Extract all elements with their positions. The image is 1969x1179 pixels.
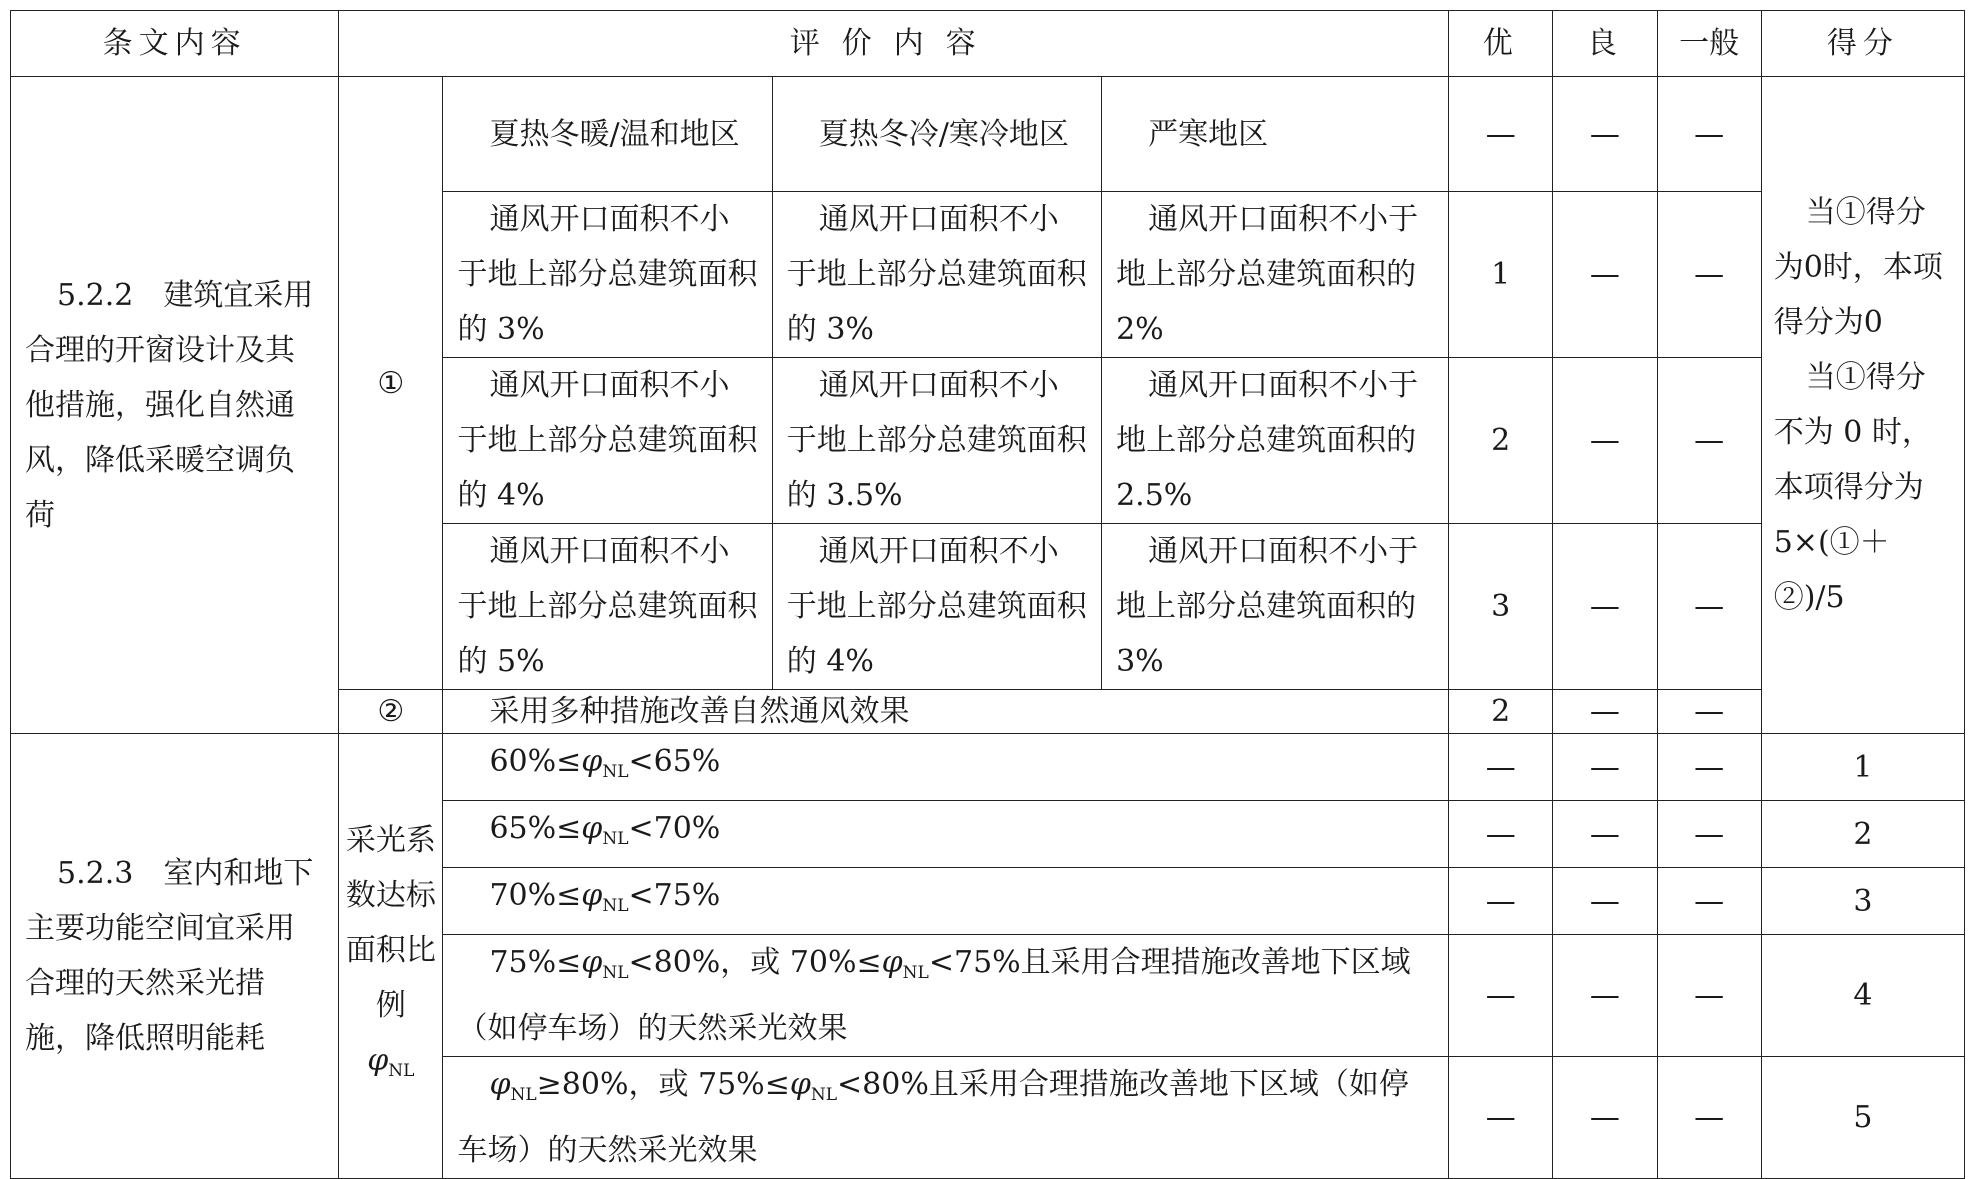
daylight-condition [443, 1057, 1449, 1179]
clause-522-item1-mark: ① [339, 77, 443, 690]
phi-symbol: φ [881, 945, 903, 980]
daylight-condition [443, 801, 1449, 868]
ventilation-req: 通风开口面积不小于地上部分总建筑面积的 3% [443, 192, 772, 358]
daylight-ratio-label: 采光系数达标面积比例 [345, 823, 436, 1023]
evaluation-table [10, 10, 1965, 1179]
condition-text: 65%≤ [489, 811, 582, 846]
condition-text: 60%≤ [489, 744, 582, 779]
cell-dash: — [1449, 734, 1553, 801]
cell-dash: — [1657, 690, 1761, 734]
phi-subscript: NL [810, 1085, 838, 1105]
score-value: 4 [1761, 935, 1964, 1057]
cell-dash: — [1657, 801, 1761, 868]
condition-text: <70% [628, 811, 721, 846]
ventilation-req: 通风开口面积不小于地上部分总建筑面积的 3.5% [772, 358, 1101, 524]
daylight-condition [443, 734, 1449, 801]
phi-symbol: φ [489, 1067, 511, 1102]
score-value: 2 [1761, 801, 1964, 868]
phi-subscript: NL [510, 1085, 537, 1105]
ventilation-req: 通风开口面积不小于地上部分总建筑面积的 2% [1102, 192, 1449, 358]
cell-dash: — [1553, 801, 1657, 868]
phi-subscript: NL [902, 963, 929, 983]
header-good: 良 [1553, 11, 1657, 77]
daylight-condition [443, 868, 1449, 935]
phi-subscript: NL [602, 963, 629, 983]
clause-522-score-rule [1761, 77, 1964, 734]
phi-symbol: φ [581, 878, 603, 913]
cell-dash: — [1657, 524, 1761, 690]
header-general: 一般 [1657, 11, 1761, 77]
table-row [11, 734, 1965, 801]
zone-hot-summer-cold-winter: 夏热冬冷/寒冷地区 [772, 77, 1101, 192]
table-row [11, 77, 1965, 192]
phi-symbol: φ [581, 744, 603, 779]
ventilation-req: 通风开口面积不小于地上部分总建筑面积的 2.5% [1102, 358, 1449, 524]
cell-dash: — [1449, 935, 1553, 1057]
phi-symbol: φ [581, 811, 603, 846]
condition-text: ≥80%，或 75%≤ [536, 1067, 790, 1102]
ventilation-req: 通风开口面积不小于地上部分总建筑面积的 3% [772, 192, 1101, 358]
ventilation-req: 通风开口面积不小于地上部分总建筑面积的 5% [443, 524, 772, 690]
cell-dash: — [1553, 734, 1657, 801]
score-value: 1 [1761, 734, 1964, 801]
cell-dash: — [1657, 358, 1761, 524]
cell-dash: — [1553, 935, 1657, 1057]
clause-523-label [339, 734, 443, 1179]
phi-symbol: φ [367, 1043, 389, 1078]
header-excellent: 优 [1449, 11, 1553, 77]
clause-523-text: 5.2.3 室内和地下主要功能空间宜采用合理的天然采光措施，降低照明能耗 [11, 734, 339, 1179]
cell-dash: — [1449, 868, 1553, 935]
phi-subscript: NL [602, 762, 629, 782]
cell-dash: — [1657, 77, 1761, 192]
cell-dash: — [1553, 1057, 1657, 1179]
phi-symbol: φ [789, 1067, 811, 1102]
ventilation-req: 通风开口面积不小于地上部分总建筑面积的 3% [1102, 524, 1449, 690]
score-rule-2: 当①得分不为 0 时，本项得分为 5×(①＋②)/5 [1773, 360, 1932, 615]
cell-dash: — [1553, 358, 1657, 524]
header-evaluation: 评价内容 [339, 11, 1449, 77]
excellent-score: 1 [1449, 192, 1553, 358]
score-rule-1: 当①得分为0时，本项得分为0 [1773, 195, 1943, 340]
ventilation-req: 通风开口面积不小于地上部分总建筑面积的 4% [772, 524, 1101, 690]
condition-text: 75%≤ [489, 945, 582, 980]
clause-522-item2-mark: ② [339, 690, 443, 734]
cell-dash: — [1657, 1057, 1761, 1179]
cell-dash: — [1553, 690, 1657, 734]
cell-dash: — [1657, 935, 1761, 1057]
cell-dash: — [1553, 192, 1657, 358]
cell-dash: — [1449, 77, 1553, 192]
excellent-score: 2 [1449, 690, 1553, 734]
condition-text: <80%，或 70%≤ [628, 945, 882, 980]
cell-dash: — [1449, 801, 1553, 868]
score-value: 3 [1761, 868, 1964, 935]
cell-dash: — [1657, 192, 1761, 358]
zone-hot-summer-warm-winter: 夏热冬暖/温和地区 [443, 77, 772, 192]
header-row [11, 11, 1965, 77]
cell-dash: — [1553, 77, 1657, 192]
phi-subscript: NL [602, 829, 629, 849]
score-value: 5 [1761, 1057, 1964, 1179]
condition-text: <75% [628, 878, 721, 913]
phi-subscript: NL [388, 1061, 415, 1081]
cell-dash: — [1553, 524, 1657, 690]
phi-subscript: NL [602, 896, 629, 916]
cell-dash: — [1553, 868, 1657, 935]
ventilation-req: 通风开口面积不小于地上部分总建筑面积的 4% [443, 358, 772, 524]
condition-text: <65% [628, 744, 721, 779]
clause-522-item2-text: 采用多种措施改善自然通风效果 [443, 690, 1449, 734]
cell-dash: — [1657, 734, 1761, 801]
condition-text: <80%且采用合理措施改善地下区域（如停车场）的天然采光效果 [457, 1067, 1409, 1168]
phi-symbol: φ [581, 945, 603, 980]
condition-text: 70%≤ [489, 878, 582, 913]
condition-text: <75%且采用合理措施改善地下区域（如停车场）的天然采光效果 [457, 945, 1411, 1046]
clause-522-text: 5.2.2 建筑宜采用合理的开窗设计及其他措施，强化自然通风，降低采暖空调负荷 [11, 77, 339, 734]
header-score: 得分 [1761, 11, 1964, 77]
daylight-condition [443, 935, 1449, 1057]
cell-dash: — [1657, 868, 1761, 935]
excellent-score: 2 [1449, 358, 1553, 524]
cell-dash: — [1449, 1057, 1553, 1179]
excellent-score: 3 [1449, 524, 1553, 690]
header-clause: 条文内容 [11, 11, 339, 77]
zone-severe-cold: 严寒地区 [1102, 77, 1449, 192]
